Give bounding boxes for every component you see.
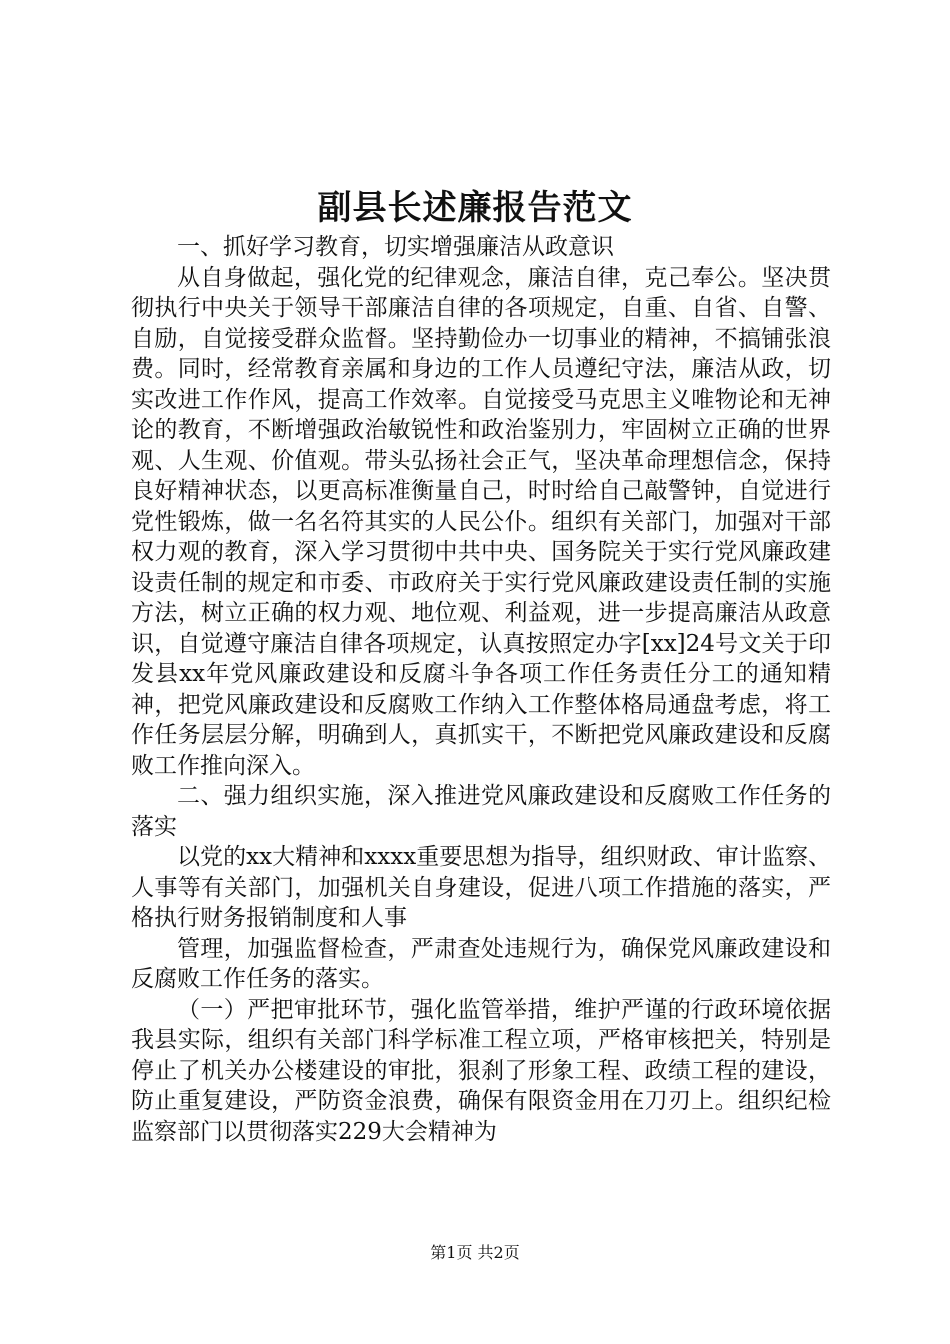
document-body — [131, 232, 831, 1147]
section-heading-1: 一、抓好学习教育，切实增强廉洁从政意识 — [177, 234, 614, 260]
section-heading-2: 二、强力组织实施，深入推进党风廉政建设和反腐败工作任务的落实 — [131, 783, 831, 840]
paragraph-4: （一）严把审批环节，强化监管举措，维护严谨的行政环境依据我县实际，组织有关部门科学标准工程立项，严格审核把关，特别是停止了机关办公楼建设的审批，狠刹了形象工程、政绩工程的建设，防止重复建设，严防资金浪费，确保有限资金用在刀刃上。组织纪检监察部门以贯彻落实229大会精神为 — [131, 996, 831, 1145]
paragraph-2: 以党的xx大精神和xxxx重要思想为指导，组织财政、审计监察、人事等有关部门，加强机关自身建设，促进八项工作措施的落实，严格执行财务报销制度和人事 — [131, 844, 831, 931]
paragraph-1: 从自身做起，强化党的纪律观念，廉洁自律，克己奉公。坚决贯彻执行中央关于领导干部廉洁自律的各项规定，自重、自省、自警、自励，自觉接受群众监督。坚持勤俭办一切事业的精神，不搞铺张浪费。同时，经常教育亲属和身边的工作人员遵纪守法，廉洁从政，切实改进工作作风，提高工作效率。自觉接受马克思主义唯物论和无神论的教育，不断增强政治敏锐性和政治鉴别力，牢固树立正确的世界观、人生观、价值观。带头弘扬社会正气，坚决革命理想信念，保持良好精神状态，以更高标准衡量自己，时时给自己敲警钟，自觉进行党性锻炼，做一名名符其实的人民公仆。组织有关部门，加强对干部权力观的教育，深入学习贯彻中共中央、国务院关于实行党风廉政建设责任制的规定和市委、市政府关于实行党风廉政建设责任制的实施方法，树立正确的权力观、地位观、利益观，进一步提高廉洁从政意识，自觉遵守廉洁自律各项规定，认真按照定办字[xx]24号文关于印发县xx年党风廉政建设和反腐斗争各项工作任务责任分工的通知精神，把党风廉政建设和反腐败工作纳入工作整体格局通盘考虑，将工作任务层层分解，明确到人，真抓实干，不断把党风廉政建设和反腐败工作推向深入。 — [131, 264, 831, 779]
page-number-footer: 第1页 共2页 — [430, 1243, 520, 1262]
document-title: 副县长述廉报告范文 — [317, 188, 633, 228]
paragraph-3: 管理，加强监督检查，严肃查处违规行为，确保党风廉政建设和反腐败工作任务的落实。 — [131, 935, 831, 992]
